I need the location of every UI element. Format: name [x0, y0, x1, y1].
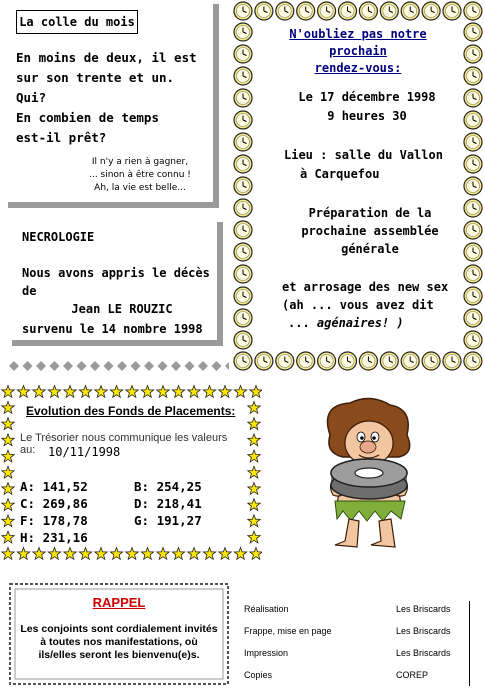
- diamond-icon: [185, 361, 195, 371]
- star-icon: [2, 466, 14, 478]
- clock-icon: [234, 111, 252, 129]
- star-icon: [250, 386, 262, 398]
- clock-icon: [339, 2, 357, 20]
- star-icon: [2, 402, 14, 414]
- star-icon: [2, 386, 14, 398]
- star-icon: [79, 386, 91, 398]
- clock-icon: [464, 177, 482, 195]
- credits-table: [244, 600, 474, 688]
- clock-icon: [234, 177, 252, 195]
- fonds-value: B: 254,25: [134, 479, 202, 494]
- colle-title: La colle du mois: [16, 10, 138, 34]
- clock-icon: [234, 89, 252, 107]
- fonds-value: C: 269,86: [20, 496, 88, 511]
- rappel-text: Les conjoints sont cordialement invités à toutes nos manifestations, où ils/elles seront les bienvenu(e)s.: [20, 623, 218, 661]
- clock-icon: [255, 2, 273, 20]
- credit-row: [244, 644, 474, 666]
- fonds-row: [20, 496, 250, 513]
- diamond-icon: [23, 361, 33, 371]
- rdv-arrosage: [282, 278, 472, 332]
- star-icon: [172, 548, 184, 560]
- rdv-prep-line1: Préparation de la: [308, 206, 432, 220]
- clock-icon: [464, 89, 482, 107]
- diamond-icon: [117, 361, 127, 371]
- clock-icon: [234, 67, 252, 85]
- credit-row: [244, 666, 474, 688]
- clock-icon: [255, 352, 273, 370]
- clock-icon: [464, 2, 482, 20]
- star-icon: [172, 386, 184, 398]
- star-icon: [188, 548, 200, 560]
- clock-icon: [234, 155, 252, 173]
- star-icon: [250, 548, 262, 560]
- caveman-illustration: [295, 395, 445, 550]
- clock-icon: [234, 243, 252, 261]
- diamond-divider: [3, 360, 229, 372]
- rdv-arr-line1: et arrosage des new sex: [282, 280, 449, 294]
- diamond-icon: [198, 361, 208, 371]
- star-icon: [234, 548, 246, 560]
- clock-icon: [234, 287, 252, 305]
- fonds-value: H: 231,16: [20, 530, 88, 545]
- fonds-row: [20, 530, 250, 547]
- credit-value: Les Briscards: [396, 648, 451, 658]
- necrologie-line1: Nous avons appris le décès de: [22, 266, 210, 298]
- clock-icon: [464, 155, 482, 173]
- credit-label: Frappe, mise en page: [244, 626, 332, 636]
- credit-value: COREP: [396, 670, 429, 680]
- rdv-arr-italic: agénaires! ): [316, 316, 404, 330]
- diamond-icon: [9, 361, 19, 371]
- star-icon: [2, 515, 14, 527]
- diamond-icon: [36, 361, 46, 371]
- clock-icon: [234, 265, 252, 283]
- necrologie-text: [22, 264, 222, 318]
- star-icon: [64, 386, 76, 398]
- rdv-lieu-line1: Lieu : salle du Vallon: [284, 148, 443, 162]
- star-icon: [248, 466, 260, 478]
- credit-label: Copies: [244, 670, 273, 680]
- rdv-date: [272, 88, 462, 126]
- fonds-title: Evolution des Fonds de Placements:: [26, 404, 236, 418]
- clock-icon: [318, 2, 336, 20]
- star-icon: [234, 386, 246, 398]
- clock-icon: [318, 352, 336, 370]
- clock-icon: [234, 23, 252, 41]
- star-icon: [126, 386, 138, 398]
- star-icon: [248, 402, 260, 414]
- clock-icon: [359, 352, 377, 370]
- necrologie-date: survenu le 14 nombre 1998: [22, 322, 203, 336]
- diamond-icon: [50, 361, 60, 371]
- star-icon: [64, 548, 76, 560]
- clock-icon: [422, 352, 440, 370]
- credit-row: [244, 600, 474, 622]
- diamond-icon: [104, 361, 114, 371]
- rdv-heading: [258, 26, 458, 77]
- clock-icon: [276, 2, 294, 20]
- star-icon: [2, 548, 14, 560]
- clock-icon: [401, 352, 419, 370]
- clock-icon: [401, 2, 419, 20]
- diamond-icon: [90, 361, 100, 371]
- star-icon: [95, 548, 107, 560]
- star-icon: [2, 450, 14, 462]
- rdv-date-time: 9 heures 30: [327, 109, 407, 123]
- diamond-icon: [158, 361, 168, 371]
- rdv-arr-line2: (ah ... vous avez dit: [282, 298, 434, 312]
- clock-icon: [464, 352, 482, 370]
- clock-icon: [380, 352, 398, 370]
- star-icon: [141, 548, 153, 560]
- star-icon: [2, 434, 14, 446]
- rdv-lieu: [284, 146, 464, 184]
- star-icon: [2, 531, 14, 543]
- star-icon: [110, 386, 122, 398]
- star-icon: [157, 386, 169, 398]
- clock-icon: [443, 352, 461, 370]
- clock-icon: [297, 2, 315, 20]
- fonds-row: [20, 513, 250, 530]
- rdv-prep-line3: générale: [341, 242, 399, 256]
- fonds-value: F: 178,78: [20, 513, 88, 528]
- necrologie-box: [12, 222, 223, 346]
- fonds-intro-line1: Le Trésorier nous communique les valeurs: [20, 432, 228, 444]
- star-icon: [248, 418, 260, 430]
- star-icon: [48, 548, 60, 560]
- credit-label: Réalisation: [244, 604, 289, 614]
- clock-icon: [234, 221, 252, 239]
- fonds-intro-line2: au:: [20, 444, 36, 456]
- star-icon: [219, 386, 231, 398]
- star-icon: [33, 386, 45, 398]
- rdv-arr-line3: [282, 314, 472, 332]
- star-icon: [110, 548, 122, 560]
- diamond-icon: [212, 361, 222, 371]
- credit-value: Les Briscards: [396, 626, 451, 636]
- star-icon: [79, 548, 91, 560]
- rdv-prep-line2: prochaine assemblée: [301, 224, 439, 238]
- rdv-title-line1: N'oubliez pas notre prochain: [289, 27, 427, 58]
- clock-icon: [234, 2, 252, 20]
- clock-icon: [297, 352, 315, 370]
- rdv-preparation: [270, 204, 470, 258]
- clock-icon: [443, 2, 461, 20]
- clock-icon: [234, 199, 252, 217]
- clock-icon: [339, 352, 357, 370]
- clock-icon: [464, 67, 482, 85]
- star-icon: [95, 386, 107, 398]
- star-icon: [126, 548, 138, 560]
- clock-icon: [359, 2, 377, 20]
- clock-icon: [380, 2, 398, 20]
- rdv-arr-dots: ...: [288, 316, 317, 330]
- star-icon: [219, 548, 231, 560]
- star-icon: [17, 386, 29, 398]
- star-icon: [48, 386, 60, 398]
- colle-note: Il n'y a rien à gagner, ... sinon à être connu ! Ah, la vie est belle...: [89, 157, 191, 193]
- rdv-lieu-line2: à Carquefou: [300, 167, 380, 181]
- fonds-value: [134, 530, 248, 547]
- fonds-value: A: 141,52: [20, 479, 88, 494]
- star-icon: [2, 418, 14, 430]
- clock-icon: [276, 352, 294, 370]
- necrologie-title: NECROLOGIE: [22, 230, 95, 244]
- fonds-value: D: 218,41: [134, 496, 202, 511]
- clock-icon: [464, 23, 482, 41]
- diamond-icon: [63, 361, 73, 371]
- star-icon: [2, 483, 14, 495]
- clock-icon: [234, 45, 252, 63]
- rdv-title-line2: rendez-vous:: [314, 61, 402, 75]
- fonds-value: G: 191,27: [134, 513, 202, 528]
- diamond-icon: [225, 361, 229, 371]
- star-icon: [188, 386, 200, 398]
- credit-label: Impression: [244, 648, 289, 658]
- clock-icon: [464, 45, 482, 63]
- fonds-values: [20, 479, 250, 547]
- clock-icon: [422, 2, 440, 20]
- diamond-icon: [171, 361, 181, 371]
- rdv-date-day: Le 17 décembre 1998: [298, 90, 436, 104]
- diamond-icon: [144, 361, 154, 371]
- colle-question: En moins de deux, il est sur son trente et un. Qui? En combien de temps est-il prêt?: [16, 50, 197, 145]
- fonds-date: 10/11/1998: [48, 445, 121, 459]
- clock-icon: [464, 133, 482, 151]
- star-icon: [141, 386, 153, 398]
- clock-icon: [464, 331, 482, 349]
- rappel-title: RAPPEL: [92, 595, 146, 610]
- clock-icon: [234, 352, 252, 370]
- credit-value: Les Briscards: [396, 604, 451, 614]
- star-icon: [2, 499, 14, 511]
- star-icon: [203, 548, 215, 560]
- fonds-row: [20, 479, 250, 496]
- clock-icon: [234, 133, 252, 151]
- clock-icon: [234, 331, 252, 349]
- star-icon: [157, 548, 169, 560]
- star-icon: [17, 548, 29, 560]
- credit-row: [244, 622, 474, 644]
- star-icon: [203, 386, 215, 398]
- necrologie-name: Jean LE ROUZIC: [71, 302, 173, 316]
- diamond-icon: [77, 361, 87, 371]
- clock-icon: [234, 309, 252, 327]
- star-icon: [33, 548, 45, 560]
- clock-icon: [464, 111, 482, 129]
- credits-divider: [469, 601, 470, 686]
- diamond-icon: [131, 361, 141, 371]
